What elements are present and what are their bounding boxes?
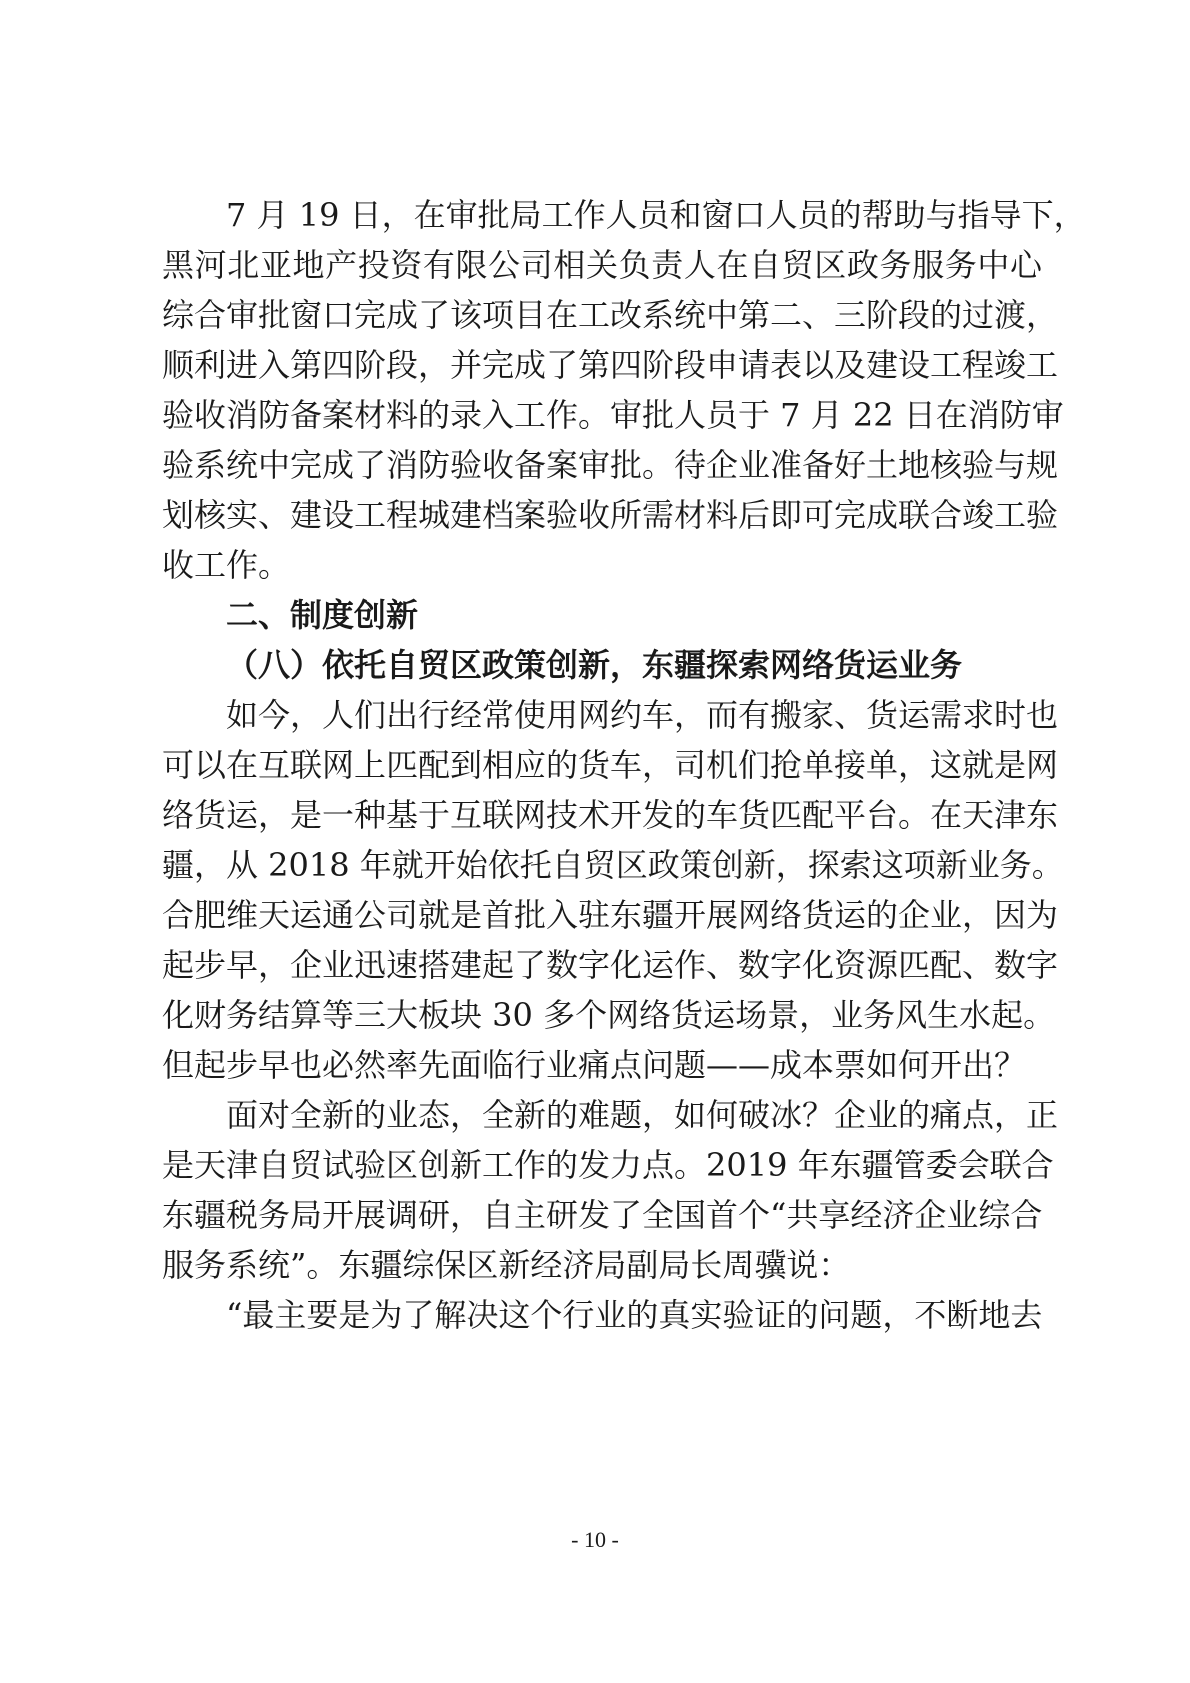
paragraph-1-line-2: 黑河北亚地产投资有限公司相关负责人在自贸区政务服务中心 — [162, 246, 1042, 284]
paragraph-2-line-5: 合肥维天运通公司就是首批入驻东疆开展网络货运的企业，因为 — [162, 896, 1059, 934]
paragraph-4-line-1: “最主要是为了解决这个行业的真实验证的问题，不断地去 — [226, 1296, 1043, 1334]
paragraph-2-line-3: 络货运，是一种基于互联网技术开发的车货匹配平台。在天津东 — [162, 796, 1059, 834]
paragraph-1-line-5: 验收消防备案材料的录入工作。审批人员于 7 月 22 日在消防审 — [162, 396, 1064, 434]
paragraph-1-line-3: 综合审批窗口完成了该项目在工改系统中第二、三阶段的过渡， — [162, 296, 1059, 334]
paragraph-2-line-4: 疆，从 2018 年就开始依托自贸区政策创新，探索这项新业务。 — [162, 846, 1064, 884]
paragraph-2-line-2: 可以在互联网上匹配到相应的货车，司机们抢单接单，这就是网 — [162, 746, 1059, 784]
paragraph-2-line-1: 如今，人们出行经常使用网约车，而有搬家、货运需求时也 — [226, 696, 1059, 734]
page-number: - 10 - — [571, 1527, 619, 1552]
paragraph-2-line-7: 化财务结算等三大板块 30 多个网络货运场景，业务风生水起。 — [162, 996, 1056, 1034]
subsection-heading: （八）依托自贸区政策创新，东疆探索网络货运业务 — [226, 646, 963, 684]
paragraph-2-line-6: 起步早，企业迅速搭建起了数字化运作、数字化资源匹配、数字 — [162, 946, 1059, 984]
paragraph-3-line-4: 服务系统”。东疆综保区新经济局副局长周骥说： — [162, 1246, 851, 1284]
paragraph-3-line-3: 东疆税务局开展调研，自主研发了全国首个“共享经济企业综合 — [162, 1196, 1043, 1234]
paragraph-1-line-8: 收工作。 — [162, 546, 291, 584]
paragraph-3-line-1: 面对全新的业态，全新的难题，如何破冰？企业的痛点，正 — [226, 1096, 1059, 1134]
paragraph-2-line-8: 但起步早也必然率先面临行业痛点问题——成本票如何开出？ — [162, 1046, 1027, 1084]
paragraph-1-line-4: 顺利进入第四阶段，并完成了第四阶段申请表以及建设工程竣工 — [162, 346, 1059, 384]
paragraph-1-line-7: 划核实、建设工程城建档案验收所需材料后即可完成联合竣工验 — [162, 496, 1059, 534]
paragraph-3-line-2: 是天津自贸试验区创新工作的发力点。2019 年东疆管委会联合 — [162, 1146, 1054, 1184]
paragraph-1-line-6: 验系统中完成了消防验收备案审批。待企业准备好土地核验与规 — [162, 446, 1059, 484]
section-heading: 二、制度创新 — [226, 596, 419, 634]
paragraph-1-line-1: 7 月 19 日，在审批局工作人员和窗口人员的帮助与指导下， — [226, 196, 1086, 234]
